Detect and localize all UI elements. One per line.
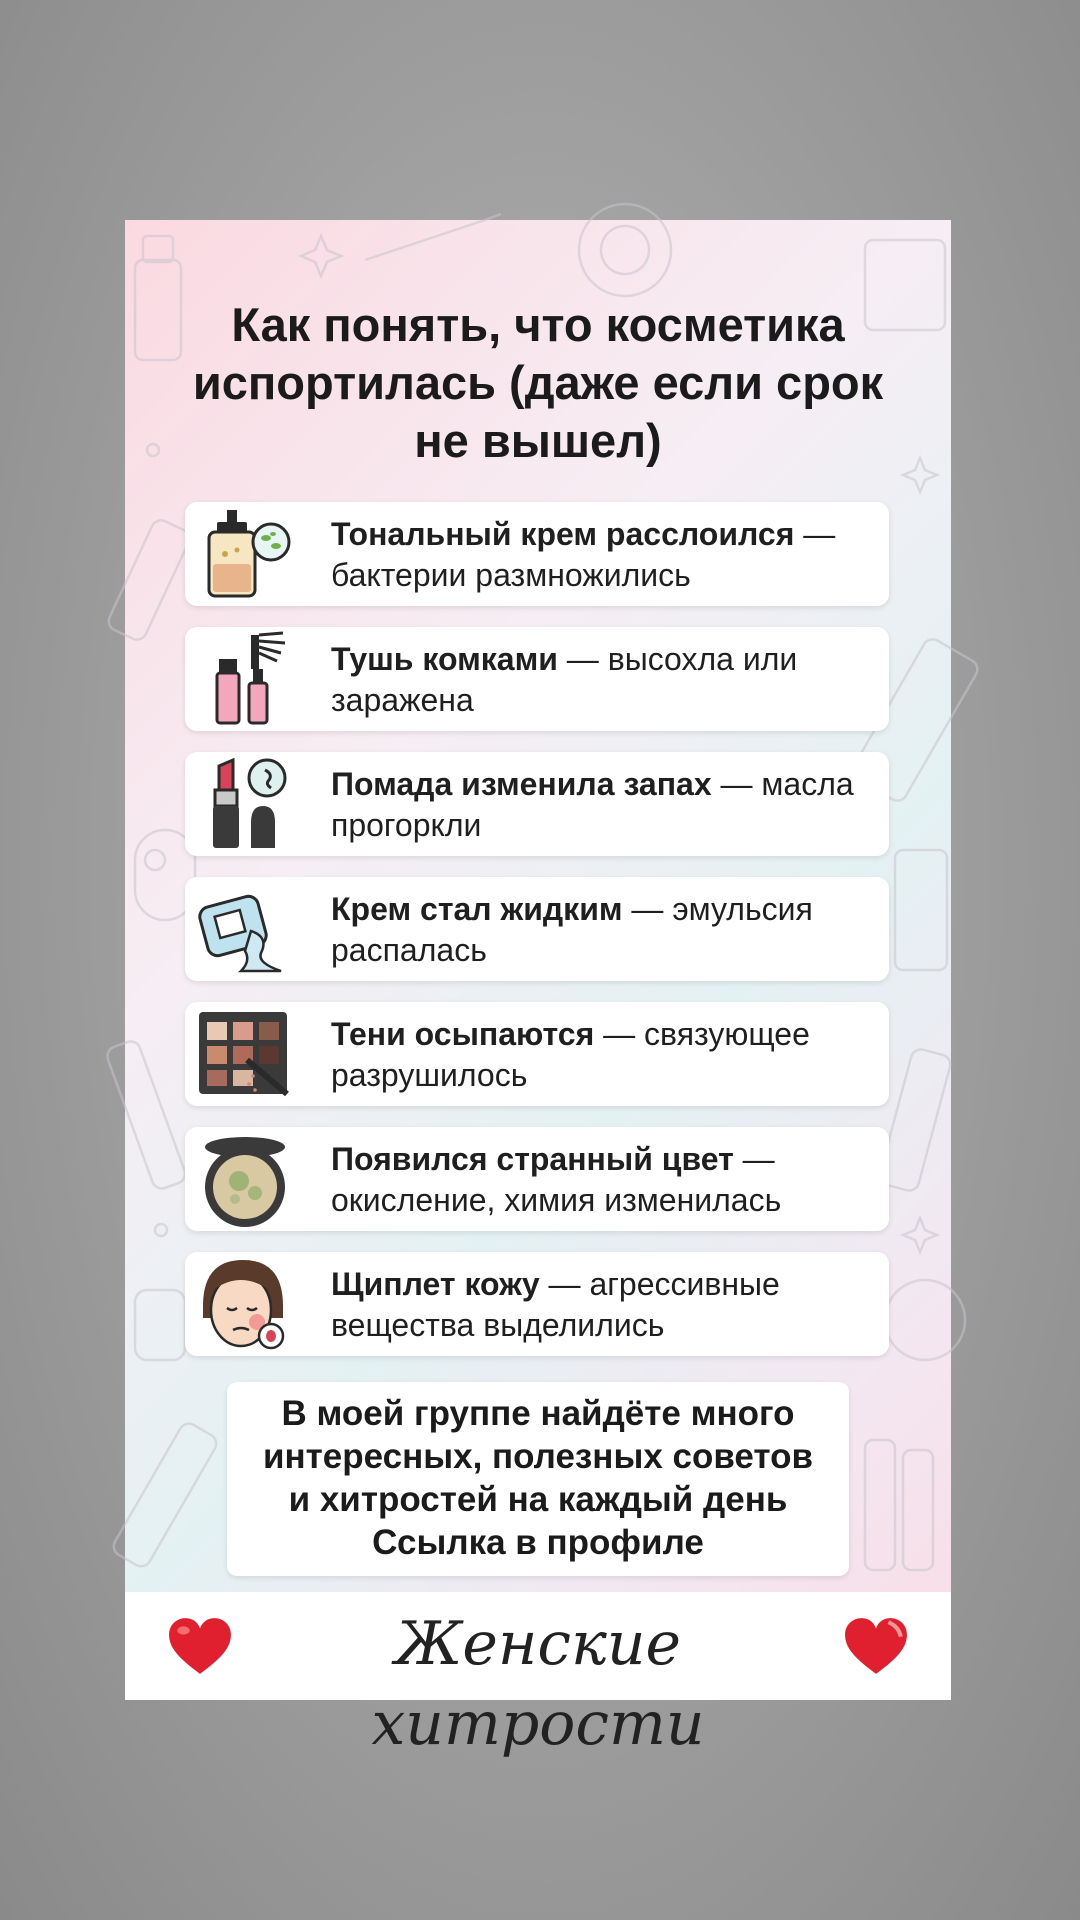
item-rest: — окисление, химия изменилась [331,1141,782,1218]
list-item [185,502,889,606]
item-rest: — агрессивные вещества выделились [331,1266,780,1343]
item-text [331,1264,881,1346]
page-title: Как понять, что косметика испортилась (даже если срок не вышел) [192,298,884,467]
list-item [185,1002,889,1106]
eyeshadow-palette-icon [195,1006,291,1102]
item-text [331,764,881,846]
list-item [185,752,889,856]
irritated-face-icon [195,1256,291,1352]
promo-line: В моей группе найдёте много [281,1394,795,1433]
item-rest: — связующее разрушилось [331,1016,810,1093]
item-bold: Помада изменила запах [331,766,712,802]
list-item [185,877,889,981]
item-bold: Щиплет кожу [331,1266,540,1302]
heart-icon [843,1616,909,1678]
promo-line: интересных, полезных советов [262,1437,814,1476]
compact-powder-icon [195,1131,291,1227]
list-item [185,1127,889,1231]
lipstick-icon [195,756,291,852]
mascara-icon [195,631,291,727]
item-bold: Тональный крем расслоился [331,516,795,552]
cream-jar-icon [195,881,291,977]
item-rest: — эмульсия распалась [331,891,813,968]
item-rest: — высохла или заражена [331,641,798,718]
item-rest: — масла прогоркли [331,766,854,843]
brand-name: Женские хитрости [371,1609,705,1759]
item-bold: Тушь комками [331,641,558,677]
item-text [331,1014,881,1096]
item-rest: — бактерии размножились [331,516,836,593]
item-bold: Появился странный цвет [331,1141,734,1177]
list-item [185,627,889,731]
infographic-card [125,220,951,1759]
promo-link-text: Ссылка в профиле [372,1523,704,1562]
promo-box [227,1382,849,1576]
item-text [331,1139,881,1221]
heart-icon [167,1616,233,1678]
item-text [331,889,881,971]
item-bold: Тени осыпаются [331,1016,595,1052]
promo-line: и хитростей на каждый день [288,1480,788,1519]
brand-footer [125,1592,951,1759]
item-text [331,639,881,721]
item-bold: Крем стал жидким [331,891,623,927]
list-item [185,1252,889,1356]
foundation-bottle-icon [195,506,291,602]
item-text [331,514,881,596]
